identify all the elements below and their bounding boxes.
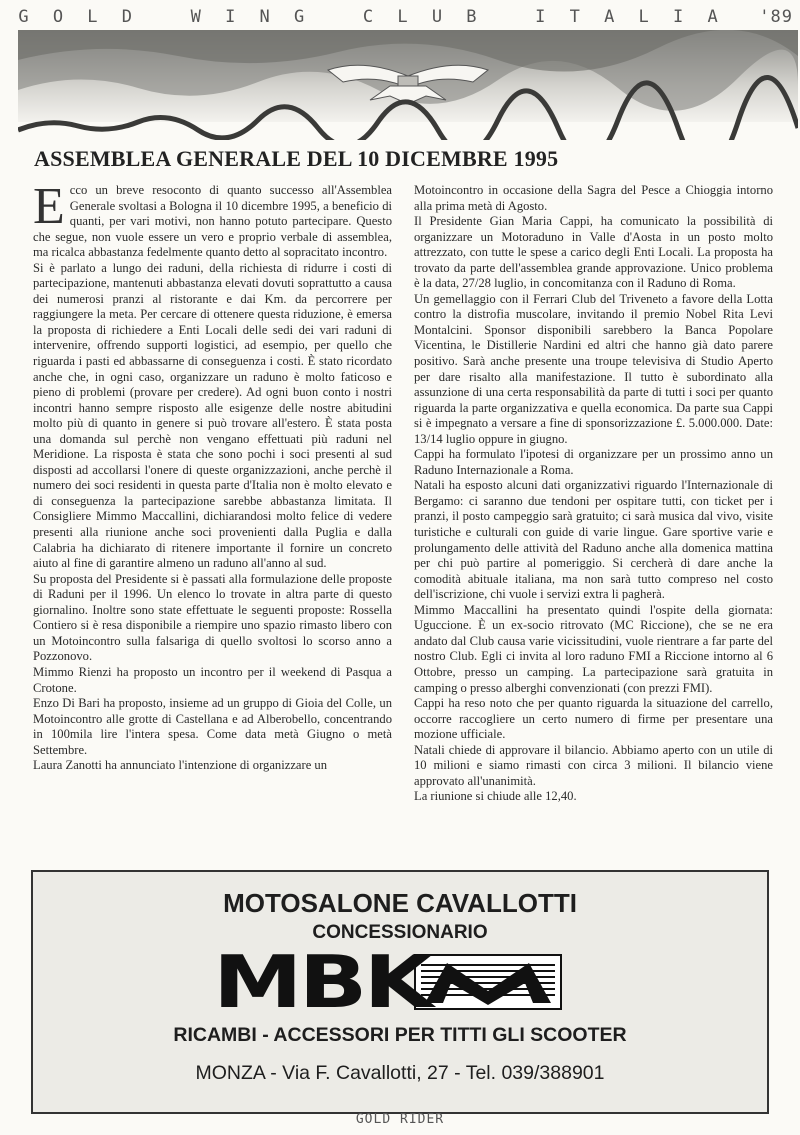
club-name-letter: L: [397, 7, 409, 27]
article-column-left: [33, 178, 392, 855]
club-name-letters: [18, 7, 759, 27]
club-name-letter: I: [535, 7, 547, 27]
article-body: [33, 178, 773, 855]
club-name-letter: G: [18, 7, 30, 27]
article-paragraph: La riunione si chiude alle 12,40.: [414, 789, 577, 804]
club-name-letter: I: [225, 7, 237, 27]
header-year: '89: [759, 7, 793, 27]
club-name-letter: B: [466, 7, 478, 27]
mbk-emblem-icon: [413, 951, 563, 1013]
club-name-letter: L: [638, 7, 650, 27]
club-name-letter: [328, 7, 340, 27]
club-name-letter: A: [604, 7, 616, 27]
club-name-letter: D: [121, 7, 133, 27]
article-paragraph: Su proposta del Presidente si è passati alla formulazione delle proposte di Raduni per il 1996. Un elenco lo trovate in altra parte di questo giornalino. Inoltre sono state effettuate le seguenti proposte: Rossella Contiero si è resa disponibile a riempire uno spazio rimasto libero con un Motoincontro sulla falsariga di quello svoltosi lo scorso anno a Pozzonovo.: [33, 571, 392, 664]
club-name-letter: N: [259, 7, 271, 27]
header-band: [18, 4, 793, 30]
club-name-letter: W: [190, 7, 202, 27]
article-column-right: [414, 183, 773, 855]
club-name-letter: A: [707, 7, 719, 27]
article-title: ASSEMBLEA GENERALE DEL 10 DICEMBRE 1995: [34, 146, 559, 171]
article-paragraph: Cappi ha reso noto che per quanto riguarda la situazione del carrello, occorre raccogliere un certo numero di firme per presentare una mozione ufficiale.: [414, 696, 773, 742]
article-paragraph: Cappi ha formulato l'ipotesi di organizzare per un prossimo anno un Raduno Internazionale a Roma.: [414, 447, 773, 477]
ad-products-line: RICAMBI - ACCESSORI PER TITTI GLI SCOOTER: [173, 1024, 627, 1046]
drop-cap: E: [33, 178, 65, 235]
article-paragraph: Un gemellaggio con il Ferrari Club del Triveneto a favore della Lotta contro la distrofia muscolare, invitando il premio Nobel Rita Levi Montalcini. Sponsor disponibili sarebbero la Banca Popolare Vicentina, le Distillerie Nardini ed altri che hanno già dato parere positivo. Sarà anche presente una troupe televisiva di Studio Aperto per dare risalto alla manifestazione. Il tutto è subordinato alla assunzione di una certa responsabilità da parte di tutti i soci per quanto riguarda la parte organizzativa e quella economica. Da parte sua Cappi si è impegnato a versare a fine di sponsorizzazione £. 5.000.000. Date: 13/14 luglio oppure in giugno.: [414, 291, 773, 446]
club-name-letter: L: [87, 7, 99, 27]
club-name-letter: [156, 7, 168, 27]
article-paragraph: Natali chiede di approvare il bilancio. Abbiamo aperto con un utile di 10 milioni e siamo rimasti con circa 3 milioni. Il bilancio viene approvato all'unanimità.: [414, 742, 773, 788]
ad-business-role: CONCESSIONARIO: [312, 922, 488, 943]
article-paragraph: Mimmo Maccallini ha presentato quindi l'ospite della giornata: Uguccione. È un ex-socio ritrovato (MC Riccione), che se ne era andato dal Club causa varie vicissitudini, vuole rientrare a far parte del nostro Club. Egli ci invita al loro raduno FMI a Riccione intorno al 6 Ottobre, presso un camping. La partecipazione sarà gratuita in camping o presso alberghi convenzionati (con prezzi FMI).: [414, 602, 773, 695]
ad-business-name: MOTOSALONE CAVALLOTTI: [223, 888, 577, 918]
club-name-letter: I: [672, 7, 685, 27]
club-name-letter: C: [362, 7, 375, 27]
article-paragraph: Natali ha esposto alcuni dati organizzativi riguardo l'Internazionale di Bergamo: ci saranno due tendoni per ospitare tutti, con ticket per i pranzi, il posto campeggio sarà gratuito; ci sarà musica dal vivo, visite turistiche e culturali con guide di varie lingue. Gare sportive varie e prolungamento delle attività del Raduno anche alla domenica mattina per chi può partire al pomeriggio. Si cercherà di dare anche la comodità abituale italiana, ma non sarà tutto compreso nel costo dell'iscrizione, chi vuole i servizi extra li pagherà.: [414, 478, 773, 602]
article-paragraph: Motoincontro in occasione della Sagra del Pesce a Chioggia intorno alla prima metà di Agosto.: [414, 183, 773, 213]
club-name-letter: [500, 7, 512, 27]
club-name-letter: G: [294, 7, 306, 27]
mbk-logo: [213, 940, 563, 1024]
article-paragraph: Il Presidente Gian Maria Cappi, ha comunicato la possibilità di organizzare un Motoraduno in Valle d'Aosta in un posto molto attrezzato, con tutte le spese a carico degli Enti Locali. La proposta ha trovato da parte dell'assemblea grande approvazione. Unico problema è la data, 27/28 luglio, in concomitanza con il Raduno di Roma.: [414, 214, 773, 291]
article-paragraph: Ecco un breve resoconto di quanto successo all'Assemblea Generale svoltasi a Bologna il 10 dicembre 1995, a beneficio di quanti, per vari motivi, non hanno potuto partecipare. Questo che segue, non vuole essere un vero e proprio verbale di assemblea, ma ricalca abbastanza fedelmente quanto detto al sopracitato incontro.: [33, 178, 392, 260]
club-name-letter: O: [52, 7, 65, 27]
club-name-letter: U: [431, 7, 444, 27]
article-paragraph: Mimmo Rienzi ha proposto un incontro per il weekend di Pasqua a Crotone.: [33, 664, 392, 695]
article-paragraph: Laura Zanotti ha annunciato l'intenzione di organizzare un: [33, 758, 328, 773]
page-footer: GOLD RIDER: [355, 1112, 445, 1127]
ad-address-line: MONZA - Via F. Cavallotti, 27 - Tel. 039/388901: [195, 1062, 605, 1084]
header-artwork: [18, 30, 798, 140]
mbk-logo-text: MBK: [213, 940, 430, 1024]
advertisement-box: [31, 870, 769, 1114]
article-paragraph: Si è parlato a lungo dei raduni, della richiesta di ridurre i costi di partecipazione, mantenuti abbastanza elevati dovuti soprattutto a causa dei numerosi pranzi al ristorante e dai Km. da percorrere per raggiungere la meta. Per cercare di ottenere questa riduzione, è emersa la proposta di richiedere a Enti Locali delle sedi dei vari raduni di intervenire, offrendo supporti logistici, ad esempio, per quello che riguarda i pasti ed abbassarne di conseguenza i costi. È stato ricordato anche che, in ogni caso, organizzare un raduno è molto faticoso e pieno di problemi (provare per credere). Ad ogni buon conto i nostri incontri hanno sempre risposto alle esigenze delle nostre abitudini molto più di quanto in genere si può trovare all'estero. È stata posta una domanda sul perchè non vengano effettuati più raduni nel Meridione. La risposta è stata che sono pochi i soci presenti al sud disposti ad accollarsi l'onere di queste organizzazioni, anche perchè il numero dei soci residenti in questa parte d'Italia non è molto elevato e di conseguenza la partecipazione sarebbe abbastanza limitata. Il Consigliere Mimmo Maccallini, dichiarandosi molto felice di vedere presenti alla riunione anche soci provenienti dalla Puglia e dalla Calabria ha dichiarato di ritenere importante il fornire un concreto aiuto al fine di garantire almeno un raduno all'anno al sud.: [33, 260, 392, 571]
article-paragraph: Enzo Di Bari ha proposto, insieme ad un gruppo di Gioia del Colle, un Motoincontro alle grotte di Castellana e ad Alberobello, concentrando in 100mila lire l'intera spesa. Come data metà Giugno o metà Settembre.: [33, 696, 392, 757]
club-name-letter: T: [569, 7, 581, 27]
